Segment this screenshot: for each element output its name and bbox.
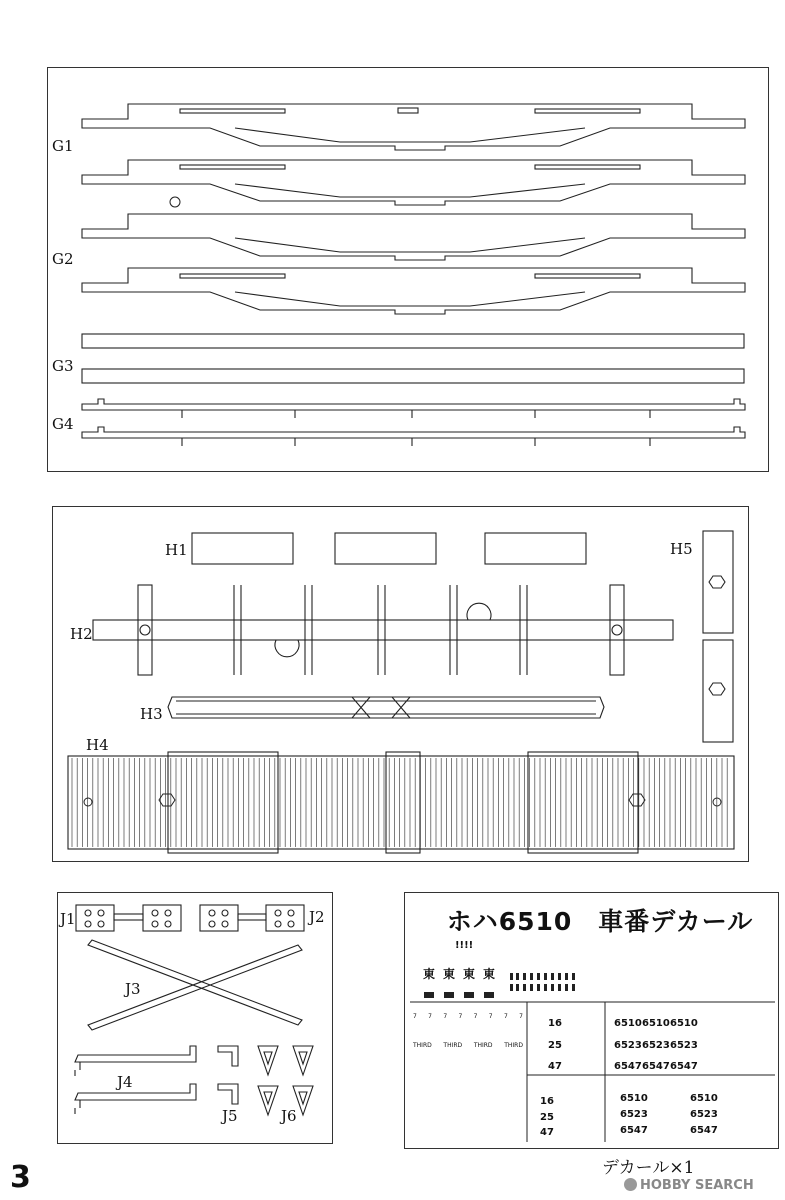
decal-sub-16: 16 xyxy=(548,1018,562,1029)
label-j3: J3 xyxy=(125,980,141,998)
label-j1: J1 xyxy=(60,910,76,928)
label-h4: H4 xyxy=(86,736,109,754)
decal-east-3: 東 xyxy=(463,967,476,981)
decal-seven: 7 xyxy=(428,1013,432,1020)
decal-third: THIRD xyxy=(413,1042,432,1049)
watermark-text: HOBBY SEARCH xyxy=(640,1178,754,1193)
decal-seven: 7 xyxy=(488,1013,493,1020)
decal-seven: 7 xyxy=(519,1013,523,1020)
decal-marks: !!!! xyxy=(455,940,474,951)
decal-third: THIRD xyxy=(504,1042,523,1049)
decal-prefix-6547: 6547 xyxy=(620,1125,648,1136)
decal-third-row xyxy=(413,1042,523,1049)
label-j5: J5 xyxy=(222,1107,238,1125)
decal-prefix-6510b: 6510 xyxy=(690,1093,718,1104)
label-j2: J2 xyxy=(309,908,325,926)
label-h1: H1 xyxy=(165,541,188,559)
decal-number-6523c: 6523 xyxy=(670,1040,698,1051)
decal-sub-25: 25 xyxy=(548,1040,562,1051)
decal-seven: 7 xyxy=(413,1013,417,1020)
label-g1: G1 xyxy=(52,137,74,155)
decal-third: THIRD xyxy=(443,1042,463,1049)
decal-number-6510: 6510 xyxy=(614,1018,642,1029)
decal-east-4: 東 xyxy=(483,967,496,981)
label-g3: G3 xyxy=(52,357,74,375)
label-h3: H3 xyxy=(140,705,163,723)
label-j4: J4 xyxy=(117,1073,133,1091)
decal-prefix-6510: 6510 xyxy=(620,1093,648,1104)
decal-number-6523: 6523 xyxy=(614,1040,642,1051)
label-g2: G2 xyxy=(52,250,74,268)
decal-east-1: 東 xyxy=(423,967,436,981)
decal-prefix-sub-16: 16 xyxy=(540,1096,554,1107)
decal-count: デカール×1 xyxy=(602,1158,695,1178)
decal-prefix-6523: 6523 xyxy=(620,1109,648,1120)
decal-number-6547b: 6547 xyxy=(642,1061,670,1072)
label-j6: J6 xyxy=(281,1107,297,1125)
decal-prefix-6523b: 6523 xyxy=(690,1109,718,1120)
page-number: 3 xyxy=(10,1160,31,1195)
decal-number-6523b: 6523 xyxy=(642,1040,670,1051)
label-g4: G4 xyxy=(52,415,74,433)
watermark-logo-icon xyxy=(624,1178,637,1191)
decal-seven: 7 xyxy=(458,1013,463,1020)
decal-number-6510b: 6510 xyxy=(642,1018,670,1029)
decal-sub-47: 47 xyxy=(548,1061,562,1072)
decal-third: THIRD xyxy=(473,1042,493,1049)
decal-number-6547: 6547 xyxy=(614,1061,642,1072)
decal-prefix-sub-47: 47 xyxy=(540,1127,554,1138)
label-h2: H2 xyxy=(70,625,93,643)
watermark xyxy=(624,1178,754,1193)
decal-title: ホハ6510 車番デカール xyxy=(446,907,754,936)
decal-prefix-sub-25: 25 xyxy=(540,1112,554,1123)
decal-seven: 7 xyxy=(503,1013,508,1020)
decal-seven-row xyxy=(413,1013,523,1020)
decal-seven: 7 xyxy=(443,1013,448,1020)
decal-seven: 7 xyxy=(473,1013,478,1020)
decal-number-6547c: 6547 xyxy=(670,1061,698,1072)
decal-prefix-6547b: 6547 xyxy=(690,1125,718,1136)
decal-number-6510c: 6510 xyxy=(670,1018,698,1029)
label-h5: H5 xyxy=(670,540,693,558)
decal-east-2: 東 xyxy=(443,967,456,981)
